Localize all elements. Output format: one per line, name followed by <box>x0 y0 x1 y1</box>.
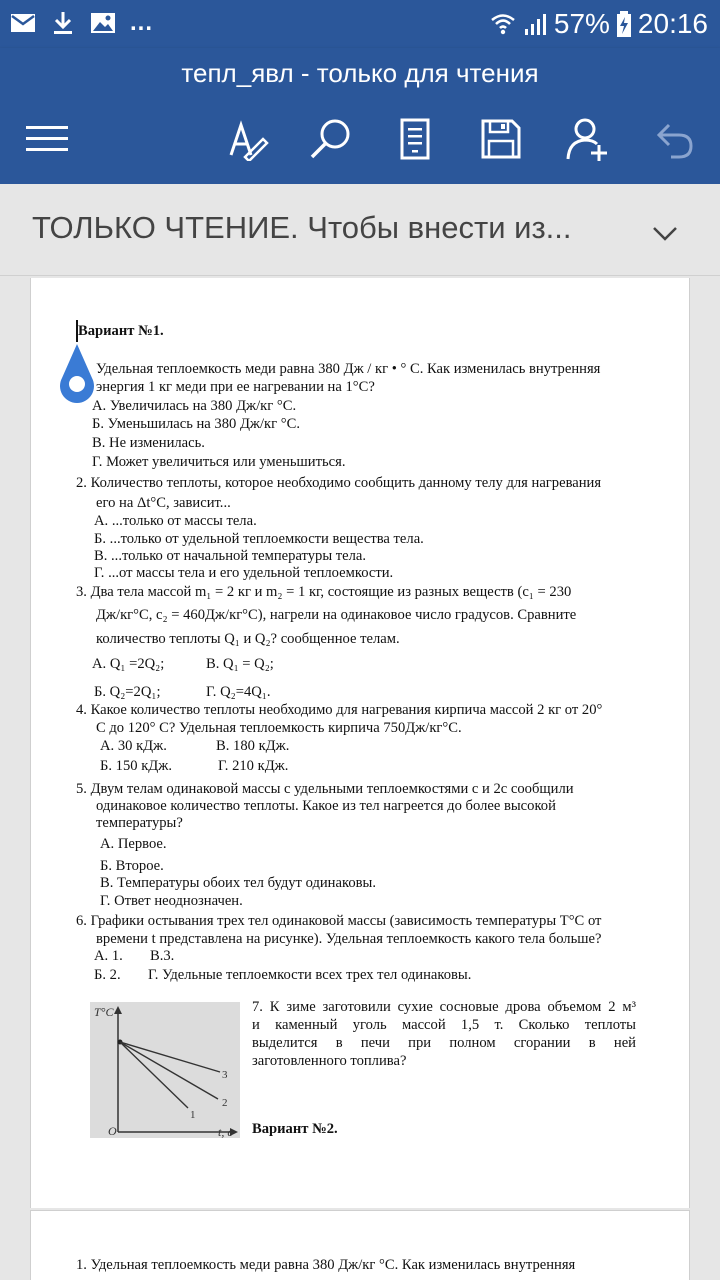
q4-option-a: А. 30 кДж. <box>100 738 167 754</box>
q4-option-g: Г. 210 кДж. <box>218 758 289 774</box>
q4-line1: 4. Какое количество теплоты необходимо для нагревания кирпича массой 2 кг от 20° <box>76 702 603 718</box>
q1-line2: энергия 1 кг меди при ее нагревании на 1°С? <box>96 379 375 395</box>
q3-option-g: Г. Q₂=4Q₁. <box>206 684 271 700</box>
mobile-view-icon <box>400 118 430 160</box>
curve-1-label: 1 <box>190 1109 196 1121</box>
q6-option-b: Б. 2. <box>94 967 121 983</box>
x-axis-label: t, c <box>218 1125 233 1138</box>
q5-option-a: А. Первое. <box>100 836 167 852</box>
q7-line3: выделится в печи при полном сгорании в ней <box>252 1035 636 1051</box>
q7-line1: 7. К зиме заготовили сухие сосновые дрова объемом 2 м³ <box>252 999 636 1015</box>
menu-button[interactable] <box>22 114 72 164</box>
q1-option-a: А. Увеличилась на 380 Дж/кг °С. <box>92 398 297 414</box>
read-only-banner[interactable] <box>0 184 720 276</box>
battery-charging-icon <box>616 10 632 38</box>
search-button[interactable] <box>306 114 356 164</box>
document-title: тепл_явл - только для чтения <box>181 58 539 88</box>
q2-line1: 2. Количество теплоты, которое необходимо сообщить данному телу для нагревания <box>76 475 602 491</box>
q5-line2: одинаковое количество теплоты. Какое из тел нагреется до более высокой <box>96 798 556 814</box>
q1-option-g: Г. Может увеличиться или уменьшиться. <box>92 454 346 470</box>
q6-option-v: В.3. <box>150 948 175 964</box>
q3-line3: количество теплоты Q₁ и Q₂? сообщенное телам. <box>96 631 400 647</box>
image-notification-icon <box>90 10 116 36</box>
edit-button[interactable] <box>222 114 272 164</box>
status-bar <box>0 0 720 48</box>
q3-line2: Дж/кг°С, c₂ = 460Дж/кг°С), нагрели на одинаковое число градусов. Сравните <box>96 607 577 623</box>
edit-pen-icon <box>225 117 269 161</box>
cursor-handle-icon[interactable] <box>58 344 96 404</box>
app-bar <box>0 48 720 184</box>
read-only-text: ТОЛЬКО ЧТЕНИЕ. Чтобы внести из... <box>32 210 572 245</box>
q7-line4: заготовленного топлива? <box>252 1053 407 1069</box>
q6-option-g: Г. Удельные теплоемкости всех трех тел одинаковы. <box>148 967 472 983</box>
q2-line2: его на Δt°С, зависит... <box>96 495 231 511</box>
q3-option-v: В. Q₁ = Q₂; <box>206 656 274 672</box>
q1-line1: Удельная теплоемкость меди равна 380 Дж / кг • ° С. Как изменилась внутренняя <box>96 361 601 377</box>
cooling-graph <box>90 1002 240 1138</box>
toolbar <box>0 114 720 164</box>
signal-icon <box>522 11 548 37</box>
q6-line2: времени t представлена на рисунке). Удельная теплоемкость какого тела больше? <box>96 931 602 947</box>
q3-option-a: А. Q₁ =2Q₂; <box>92 656 165 672</box>
q2-option-b: Б. ...только от удельной теплоемкости вещества тела. <box>94 531 424 547</box>
cooling-graph-figure <box>90 1002 240 1138</box>
q6-line1: 6. Графики остывания трех тел одинаковой массы (зависимость температуры Т°С от <box>76 913 602 929</box>
search-icon <box>309 117 353 161</box>
origin-label: O <box>108 1124 117 1138</box>
undo-button[interactable] <box>650 114 700 164</box>
email-notification-icon <box>10 10 36 36</box>
y-axis-label: T°C <box>94 1005 114 1019</box>
share-person-icon <box>565 117 609 161</box>
page2-line1: 1. Удельная теплоемкость меди равна 380 Дж/кг °С. Как изменилась внутренняя <box>76 1257 576 1273</box>
undo-icon <box>655 119 695 159</box>
q7-line2: и каменный уголь массой 1,5 т. Сколько теплоты <box>252 1017 636 1033</box>
q4-line2: С до 120° С? Удельная теплоемкость кирпича 750Дж/кг°С. <box>96 720 462 736</box>
curve-3-label: 3 <box>222 1069 228 1081</box>
save-icon <box>481 119 521 159</box>
q1-option-v: В. Не изменилась. <box>92 435 205 451</box>
download-notification-icon <box>50 10 76 36</box>
q2-option-v: В. ...только от начальной температуры тела. <box>94 548 367 564</box>
q2-option-a: А. ...только от массы тела. <box>94 513 257 529</box>
q3-line1: 3. Два тела массой m₁ = 2 кг и m₂ = 1 кг, состоящие из разных веществ (c₁ = 230 <box>76 584 572 600</box>
q5-option-g: Г. Ответ неоднозначен. <box>100 893 243 909</box>
mobile-view-button[interactable] <box>390 114 440 164</box>
q5-option-b: Б. Второе. <box>100 858 164 874</box>
q5-option-v: В. Температуры обоих тел будут одинаковы. <box>100 875 376 891</box>
q4-option-b: Б. 150 кДж. <box>100 758 172 774</box>
q5-line3: температуры? <box>96 815 183 831</box>
more-notifications: ... <box>130 9 154 36</box>
clock: 20:16 <box>637 8 708 39</box>
chevron-down-icon[interactable] <box>650 218 680 248</box>
y-axis-arrow <box>114 1006 122 1014</box>
q3-option-b: Б. Q₂=2Q₁; <box>94 684 161 700</box>
save-button[interactable] <box>476 114 526 164</box>
wifi-icon <box>490 11 516 37</box>
variant-heading: Вариант №1. <box>78 323 164 339</box>
q2-option-g: Г. ...от массы тела и его удельной теплоемкости. <box>94 565 394 581</box>
q5-line1: 5. Двум телам одинаковой массы с удельными теплоемкостями c и 2c сообщили <box>76 781 574 797</box>
menu-icon <box>26 124 68 154</box>
q4-option-v: В. 180 кДж. <box>216 738 290 754</box>
share-button[interactable] <box>562 114 612 164</box>
variant2-heading: Вариант №2. <box>252 1121 338 1137</box>
q1-option-b: Б. Уменьшилась на 380 Дж/кг °С. <box>92 416 301 432</box>
q6-option-a: А. 1. <box>94 948 123 964</box>
curve-2-label: 2 <box>222 1097 228 1109</box>
battery-percent: 57% <box>553 8 610 39</box>
